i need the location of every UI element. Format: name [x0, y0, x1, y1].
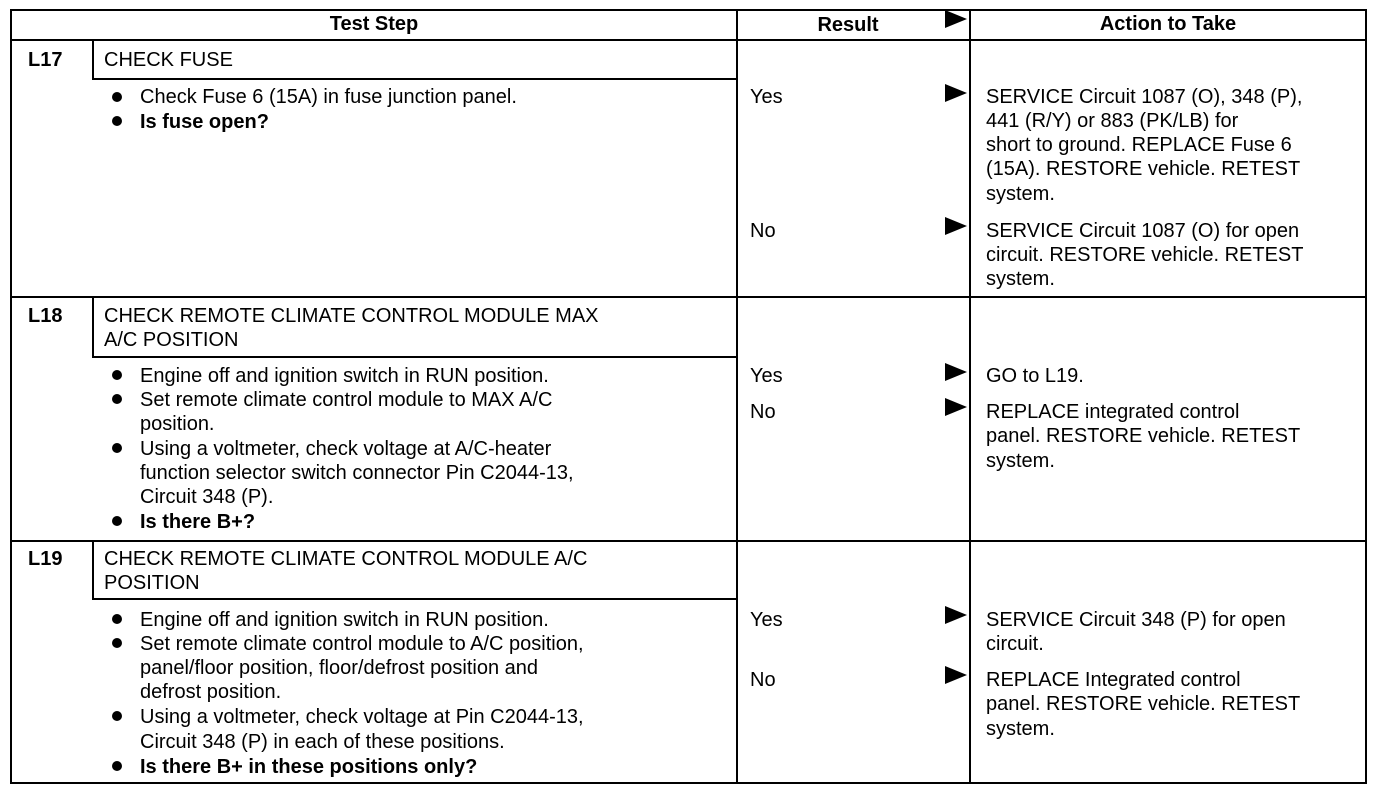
result-arrow-icon	[945, 398, 967, 416]
result-value: No	[750, 220, 776, 242]
table-left-border	[10, 9, 12, 784]
bullet-icon	[112, 92, 122, 102]
step-title: POSITION	[104, 572, 200, 594]
step-instruction: function selector switch connector Pin C2044-13,	[140, 462, 574, 484]
bullet-icon	[112, 516, 122, 526]
result-value: Yes	[750, 86, 783, 108]
action-text: REPLACE integrated control	[986, 401, 1240, 423]
step-instruction: panel/floor position, floor/defrost position and	[140, 657, 539, 679]
header-test-step: Test Step	[329, 13, 419, 35]
title-box-bottom	[92, 598, 736, 600]
result-arrow-icon	[945, 666, 967, 684]
result-arrow-icon	[945, 606, 967, 624]
title-box-bottom	[92, 78, 736, 80]
table-top-border	[10, 9, 1367, 11]
step-instruction: Circuit 348 (P) in each of these positions.	[140, 731, 505, 753]
action-text: REPLACE Integrated control	[986, 669, 1241, 691]
step-instruction: Circuit 348 (P).	[140, 486, 274, 508]
step-instruction: Engine off and ignition switch in RUN position.	[140, 365, 549, 387]
result-arrow-icon	[945, 217, 967, 235]
bullet-icon	[112, 443, 122, 453]
action-text: (15A). RESTORE vehicle. RETEST	[986, 158, 1301, 180]
step-instruction: Set remote climate control module to MAX A/C	[140, 389, 553, 411]
bullet-icon	[112, 761, 122, 771]
action-text: system.	[986, 268, 1055, 290]
action-text: GO to L19.	[986, 365, 1084, 387]
action-text: circuit.	[986, 633, 1044, 655]
teststep-result-divider	[736, 9, 738, 784]
header-action: Action to Take	[1099, 13, 1237, 35]
action-text: panel. RESTORE vehicle. RETEST	[986, 693, 1301, 715]
step-instruction: Engine off and ignition switch in RUN position.	[140, 609, 549, 631]
result-action-divider	[969, 9, 971, 784]
action-text: SERVICE Circuit 1087 (O), 348 (P),	[986, 86, 1303, 108]
action-text: short to ground. REPLACE Fuse 6	[986, 134, 1292, 156]
table-bottom-border	[10, 782, 1367, 784]
action-text: system.	[986, 450, 1055, 472]
step-instruction: Using a voltmeter, check voltage at A/C-heater	[140, 438, 552, 460]
bullet-icon	[112, 711, 122, 721]
result-arrow-icon	[945, 363, 967, 381]
step-title: CHECK FUSE	[104, 49, 233, 71]
header-bottom-border	[10, 39, 1367, 41]
action-text: SERVICE Circuit 1087 (O) for open	[986, 220, 1300, 242]
table-right-border	[1365, 9, 1367, 784]
step-title: CHECK REMOTE CLIMATE CONTROL MODULE A/C	[104, 548, 588, 570]
result-value: No	[750, 669, 776, 691]
action-text: panel. RESTORE vehicle. RETEST	[986, 425, 1301, 447]
step-id-divider	[92, 41, 94, 79]
action-text: circuit. RESTORE vehicle. RETEST	[986, 244, 1304, 266]
bullet-icon	[112, 394, 122, 404]
result-value: Yes	[750, 609, 783, 631]
step-id-divider	[92, 298, 94, 358]
action-text: system.	[986, 718, 1055, 740]
bullet-icon	[112, 638, 122, 648]
header-result: Result	[817, 14, 879, 36]
row-divider	[10, 540, 1367, 542]
step-id-divider	[92, 542, 94, 600]
step-title: A/C POSITION	[104, 329, 239, 351]
bullet-icon	[112, 370, 122, 380]
step-instruction: defrost position.	[140, 681, 282, 703]
step-instruction: Using a voltmeter, check voltage at Pin C2044-13,	[140, 706, 584, 728]
step-id: L18	[28, 305, 63, 327]
step-question: Is there B+ in these positions only?	[140, 756, 478, 778]
bullet-icon	[112, 116, 122, 126]
row-divider	[10, 296, 1367, 298]
step-id: L17	[28, 49, 63, 71]
step-instruction: Check Fuse 6 (15A) in fuse junction panel.	[140, 86, 517, 108]
bullet-icon	[112, 614, 122, 624]
result-value: No	[750, 401, 776, 423]
title-box-bottom	[92, 356, 736, 358]
action-text: 441 (R/Y) or 883 (PK/LB) for	[986, 110, 1239, 132]
result-value: Yes	[750, 365, 783, 387]
step-question: Is there B+?	[140, 511, 256, 533]
action-text: system.	[986, 183, 1055, 205]
step-instruction: position.	[140, 413, 215, 435]
header-arrow-icon	[945, 10, 967, 28]
step-instruction: Set remote climate control module to A/C position,	[140, 633, 584, 655]
step-title: CHECK REMOTE CLIMATE CONTROL MODULE MAX	[104, 305, 599, 327]
result-arrow-icon	[945, 84, 967, 102]
step-question: Is fuse open?	[140, 111, 269, 133]
step-id: L19	[28, 548, 63, 570]
action-text: SERVICE Circuit 348 (P) for open	[986, 609, 1286, 631]
